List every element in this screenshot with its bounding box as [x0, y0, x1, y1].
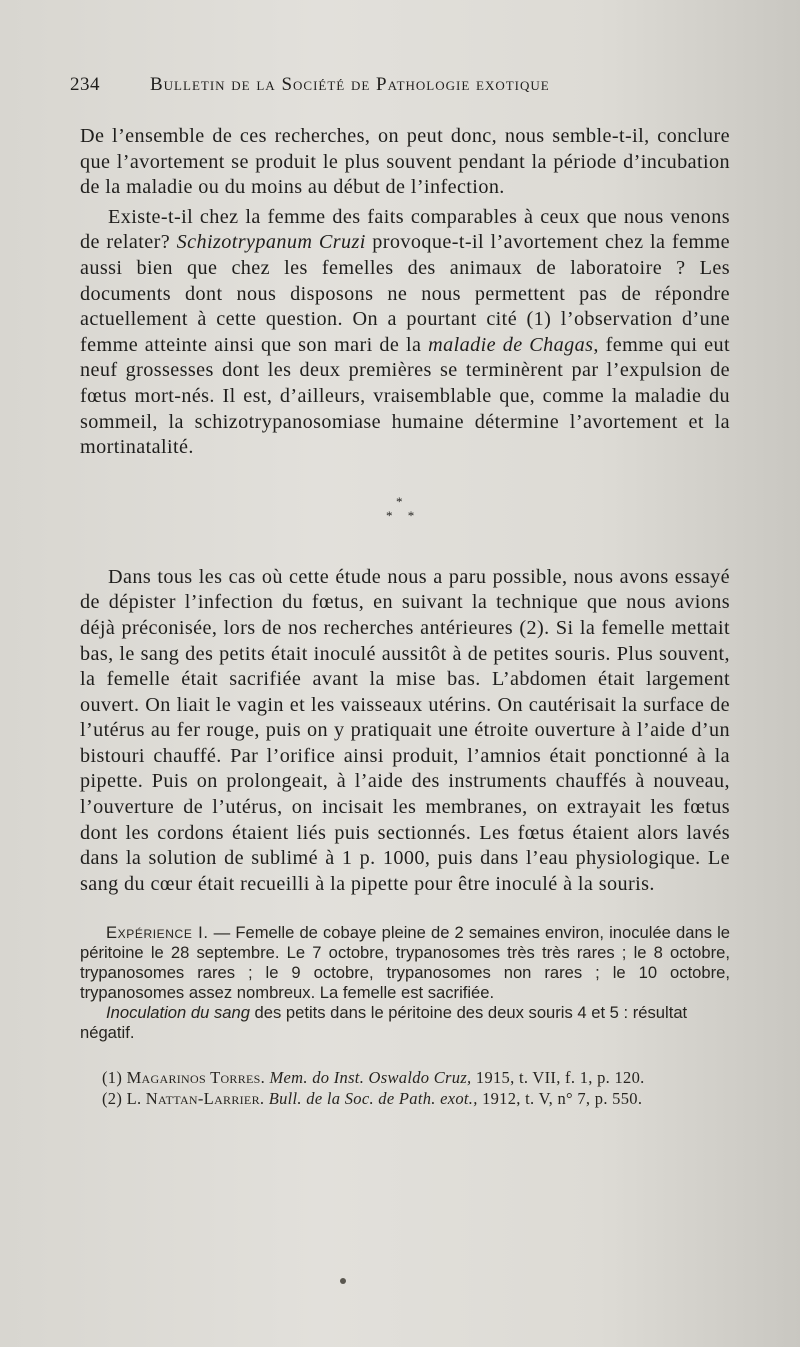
footnote-2	[80, 1088, 730, 1109]
footnote-1-number: (1)	[102, 1068, 127, 1088]
asterism-bottom: * *	[386, 507, 421, 523]
footnotes	[80, 1067, 730, 1109]
asterism-top: *	[396, 493, 403, 509]
footnote-1-details: 1915, t. VII, f. 1, p. 120.	[471, 1068, 645, 1088]
section-asterism	[80, 487, 730, 537]
experiment-text: — Femelle de cobaye pleine de 2 semaines environ, inoculée dans le péritoine le 28 septembre. Le 7 octobre, trypanosomes très très rares ; le 8 octobre, trypanosomes rares ; le 9 octobre, trypanosomes non rares ; le 10 octobre, trypanosomes assez nombreux. La femelle est sacrifiée.	[80, 923, 730, 1003]
paragraph-technique: Dans tous les cas où cette étude nous a paru possible, nous avons essayé de dépister l’infection du fœtus, en suivant la technique que nous avions déjà préconisée, lors de nos recherches antérieures (2). Si la femelle mettait bas, le sang des petits était inoculé aussitôt à de petites souris. Plus souvent, la femelle était sacrifiée avant la mise bas. L’abdomen était largement ouvert. On liait le vagin et les vaisseaux utérins. On cautérisait la surface de l’utérus au fer rouge, puis on y pratiquait une étroite ouverture à l’aide d’un bistouri chauffé. Par l’orifice ainsi produit, l’amnios était ponctionné à la pipette. Puis on prolongeait, à l’aide des instruments chauffés à nouveau, l’ouverture de l’utérus, on incisait les membranes, on extrayait les fœtus dont les cordons étaient liés puis sectionnés. Les fœtus étaient alors lavés dans la solution de sublimé à 1 p. 1000, puis dans l’eau physiologique. Le sang du cœur était recueilli à la pipette pour être inoculé à la souris.	[80, 565, 730, 895]
running-title: Bulletin de la Société de Pathologie exotique	[150, 74, 550, 95]
footnote-2-author: L. Nattan-Larrier.	[126, 1089, 265, 1109]
species-name: Schizotrypanum Cruzi	[176, 231, 366, 254]
footnote-2-details: 1912, t. V, n° 7, p. 550.	[477, 1089, 643, 1109]
ink-spot	[340, 1278, 346, 1284]
paragraph-human-cases	[80, 205, 730, 461]
page-number: 234	[70, 74, 100, 95]
inoculation-text: des petits dans le péritoine des deux souris 4 et 5 : résultat négatif.	[80, 1003, 688, 1043]
paragraph-human-cases-text-b: provoque-t-il l’avortement chez la femme aussi bien que chez les femelles des animaux de laboratoire ? Les documents dont nous disposons ne nous permettent pas de répondre actuellement à cette question. On a pourtant cité (1) l’observation d’une femme atteinte ainsi que son mari de la	[80, 231, 730, 356]
footnote-1-journal: Mem. do Inst. Oswaldo Cruz,	[265, 1068, 472, 1088]
paragraph-human-cases-text-c: , femme qui eut neuf grossesses dont les deux premières se terminèrent par l’expulsion de fœtus mort-nés. Il est, d’ailleurs, vraisemblable que, comme la maladie du sommeil, la schizotrypanosomiase humaine détermine l’avortement et la mortinatalité.	[80, 333, 730, 459]
footnote-1	[80, 1067, 730, 1088]
experiment-one	[80, 923, 730, 1003]
footnote-2-number: (2)	[102, 1089, 127, 1109]
footnote-2-journal: Bull. de la Soc. de Path. exot.,	[264, 1089, 478, 1109]
page-content	[70, 74, 730, 1109]
paragraph-human-cases-text-a: Existe-t-il chez la femme des faits comparables à ceux que nous venons de relater?	[80, 205, 730, 254]
inoculation-label: Inoculation du sang	[106, 1003, 250, 1023]
experiment-inoculation	[80, 1003, 730, 1043]
disease-name: maladie de Chagas	[428, 333, 594, 356]
paragraph-conclusion: De l’ensemble de ces recherches, on peut donc, nous semble-t-il, conclure que l’avortement se produit le plus souvent pendant la période d’incubation de la maladie ou du moins au début de l’infection.	[80, 125, 730, 199]
experiment-label: Expérience I.	[106, 923, 209, 943]
running-header	[70, 74, 730, 96]
footnote-1-author: Magarinos Torres.	[126, 1068, 266, 1088]
